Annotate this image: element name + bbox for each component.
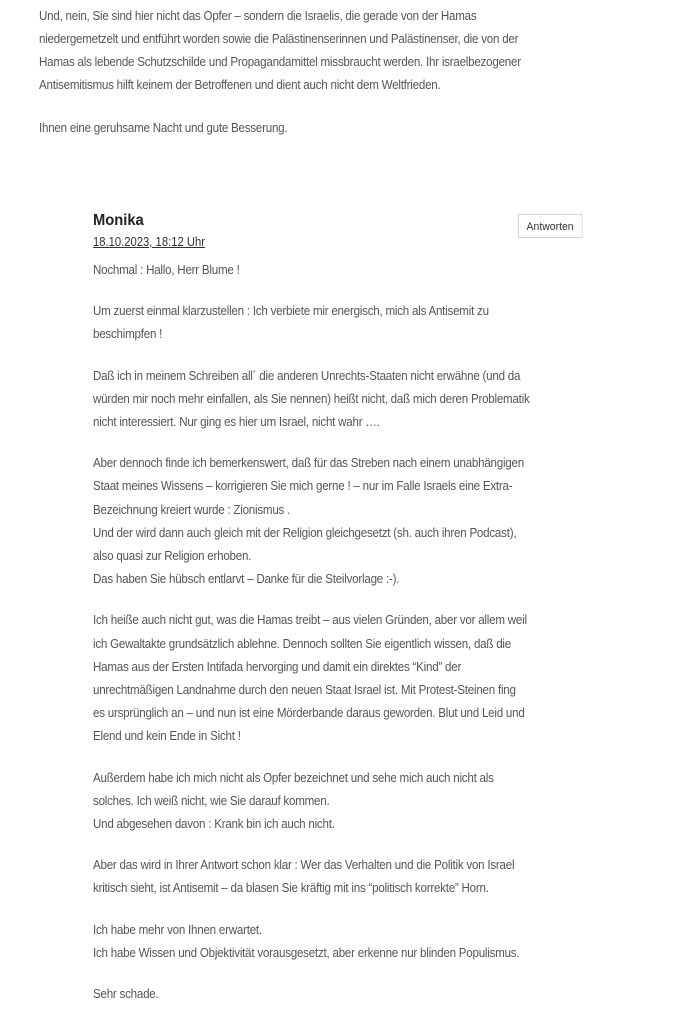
comment-paragraph [93, 983, 590, 1006]
text-line: Staat meines Wissens – korrigieren Sie mich gerne ! – nur im Falle Israels eine Extra- [93, 479, 513, 494]
comment-author: Monika [93, 212, 144, 229]
comment-paragraph [93, 767, 590, 837]
previous-comment-body [39, 5, 599, 160]
comment-paragraph [39, 5, 591, 97]
text-line: Hamas als lebende Schutzschilde und Propagandamittel missbraucht werden. Ihr israelbezogener [39, 55, 521, 69]
text-line: niedergemetzelt und entführt worden sowie die Palästinenserinnen und Palästinenser, die von der [39, 32, 519, 46]
comment-paragraph [93, 609, 590, 748]
text-line: Und, nein, Sie sind hier nicht das Opfer – sondern die Israelis, die gerade von der Hamas [39, 9, 477, 23]
reply-button[interactable]: Antworten [518, 214, 582, 238]
comment-paragraph [93, 259, 590, 282]
comment-body [93, 259, 633, 1024]
comment [93, 210, 593, 1002]
text-line: würden mir noch mehr einfallen, als Sie nennen) heißt nicht, daß mich deren Problematik [93, 391, 530, 406]
text-line: nicht interessiert. Nur ging es hier um Israel, nicht wahr …. [93, 415, 380, 430]
comment-date-link[interactable]: 18.10.2023, 18:12 Uhr [93, 235, 205, 249]
text-line: Und abgesehen davon : Krank bin ich auch nicht. [93, 817, 335, 832]
text-line: Und der wird dann auch gleich mit der Religion gleichgesetzt (sh. auch ihren Podcast), [93, 525, 517, 540]
comment-paragraph [93, 854, 590, 900]
text-line: ich Gewaltakte grundsätzlich ablehne. Dennoch sollten Sie eigentlich wissen, daß die [93, 636, 511, 651]
text-line: Sehr schade. [93, 987, 159, 1002]
text-line: Hamas aus der Ersten Intifada hervorging und damit ein direktes “Kind” der [93, 659, 462, 674]
text-line: Um zuerst einmal klarzustellen : Ich verbiete mir energisch, mich als Antisemit zu [93, 304, 489, 319]
text-line: Daß ich in meinem Schreiben all´ die anderen Unrechts-Staaten nicht erwähne (und da [93, 368, 521, 383]
comment-paragraph [93, 919, 590, 965]
text-line: Das haben Sie hübsch entlarvt – Danke für die Steilvorlage :-). [93, 572, 400, 587]
comment-paragraph [39, 117, 591, 140]
text-line: unrechtmäßigen Landnahme durch den neuen Staat Israel ist. Mit Protest-Steinen fing [93, 683, 516, 698]
text-line: solches. Ich weiß nicht, wie Sie darauf kommen. [93, 793, 330, 808]
text-line: Aber dennoch finde ich bemerkenswert, daß für das Streben nach einem unabhängigen [93, 456, 524, 471]
comment-paragraph [93, 365, 590, 435]
text-line: Ich heiße auch nicht gut, was die Hamas treibt – aus vielen Gründen, aber vor allem weil [93, 613, 527, 628]
text-line: Ihnen eine geruhsame Nacht und gute Besserung. [39, 121, 288, 135]
text-line: Nochmal : Hallo, Herr Blume ! [93, 263, 240, 277]
text-line: Bezeichnung kreiert wurde : Zionismus . [93, 502, 291, 517]
text-line: beschimpfen ! [93, 327, 163, 342]
text-line: es ursprünglich an – und nun ist eine Mörderbande daraus geworden. Blut und Leid und [93, 706, 525, 721]
text-line: also quasi zur Religion erhoben. [93, 549, 252, 564]
text-line: Ich habe mehr von Ihnen erwartet. [93, 922, 262, 937]
comment-paragraph [93, 452, 590, 591]
text-line: Ich habe Wissen und Objektivität vorausgesetzt, aber erkenne nur blinden Populismus. [93, 945, 520, 960]
comment-paragraph [93, 300, 590, 346]
text-line: Elend und kein Ende in Sicht ! [93, 729, 241, 744]
text-line: Aber das wird in Ihrer Antwort schon klar : Wer das Verhalten und die Politik von Israel [93, 858, 515, 873]
text-line: Außerdem habe ich mich nicht als Opfer bezeichnet und sehe mich auch nicht als [93, 770, 494, 785]
text-line: Antisemitismus hilft keinem der Betroffenen und dient auch nicht dem Weltfrieden. [39, 78, 441, 92]
text-line: kritisch sieht, ist Antisemit – da blasen Sie kräftig mit ins “politisch korrekte” Horn. [93, 881, 489, 896]
